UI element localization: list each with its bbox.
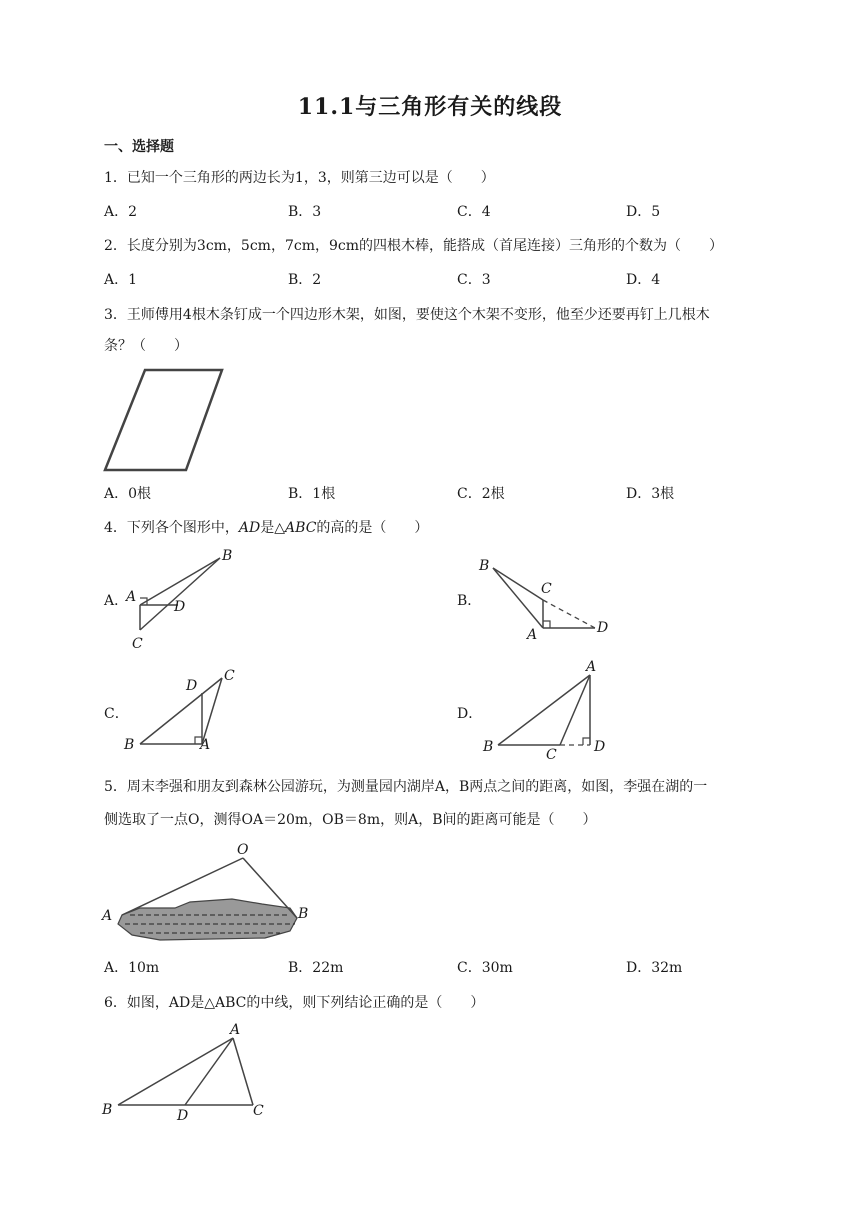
q4c-label-a: A: [200, 737, 211, 753]
q1-stem: 1．已知一个三角形的两边长为1，3，则第三边可以是（ ）: [104, 170, 495, 186]
q5-label-b: B: [298, 906, 309, 922]
q4-figure-a: [120, 545, 250, 655]
q3-option-c[interactable]: C．2根: [457, 486, 505, 502]
q4b-label-d: D: [597, 620, 609, 636]
q4-stem: [104, 518, 428, 538]
q2-option-a[interactable]: A．1: [104, 272, 138, 288]
q4a-label-d: D: [174, 599, 186, 615]
q6-triangle-figure: [100, 1018, 280, 1128]
q4-figure-d: [480, 655, 630, 763]
q1-option-b[interactable]: B．3: [288, 204, 322, 220]
q4c-label-c: C: [224, 668, 235, 684]
q1-option-c[interactable]: C．4: [457, 204, 491, 220]
q5-lake-figure: [100, 838, 325, 948]
q4d-label-d: D: [594, 739, 606, 755]
q4-stem-abc: ABC: [285, 520, 317, 536]
q5-option-c[interactable]: C．30m: [457, 960, 513, 976]
q4-stem-ad: AD: [238, 520, 261, 536]
q4-stem-prefix: 4．下列各个图形中，: [104, 520, 239, 536]
q4-figure-c: [120, 663, 250, 763]
q6-label-d: D: [177, 1108, 189, 1124]
q2-option-c[interactable]: C．3: [457, 272, 491, 288]
q5-stem-line2: 侧选取了一点O，测得OA＝20m，OB＝8m，则A，B间的距离可能是（ ）: [104, 812, 597, 828]
q6-label-c: C: [253, 1103, 264, 1119]
section-heading: 一、选择题: [104, 139, 174, 155]
q1-option-a[interactable]: A．2: [104, 204, 138, 220]
q4-figure-b: [475, 553, 625, 653]
q4d-label-a: A: [586, 659, 597, 675]
q4-option-d[interactable]: D．: [457, 706, 483, 722]
q1-option-d[interactable]: D．5: [626, 204, 661, 220]
q5-label-a: A: [102, 908, 113, 924]
q3-stem-line2: 条？（ ）: [104, 338, 188, 354]
q4-option-a[interactable]: A．: [104, 593, 129, 609]
q2-stem: 2．长度分别为3cm，5cm，7cm，9cm的四根木棒，能搭成（首尾连接）三角形的个数为（ ）: [104, 238, 723, 254]
q6-stem: 6．如图，AD是△ABC的中线，则下列结论正确的是（ ）: [104, 995, 485, 1011]
q3-option-a[interactable]: A．0根: [104, 486, 152, 502]
q6-label-a: A: [230, 1022, 241, 1038]
q4-option-c[interactable]: C．: [104, 706, 129, 722]
q4-stem-suffix: 的高的是（ ）: [316, 520, 429, 536]
q6-label-b: B: [102, 1102, 113, 1118]
q5-label-o: O: [237, 842, 249, 858]
q4a-label-b: B: [222, 548, 233, 564]
page-title: 11.1与三角形有关的线段: [297, 94, 563, 120]
q4d-label-c: C: [546, 747, 557, 763]
q5-stem-line1: 5．周末李强和朋友到森林公园游玩，为测量园内湖岸A，B两点之间的距离，如图，李强在湖的一: [104, 779, 708, 795]
q4d-label-b: B: [483, 739, 494, 755]
q4a-label-c: C: [132, 636, 143, 652]
q4b-label-a: A: [527, 627, 538, 643]
q4-option-b[interactable]: B．: [457, 593, 482, 609]
q3-option-b[interactable]: B．1根: [288, 486, 336, 502]
q4c-label-b: B: [124, 737, 135, 753]
q5-option-a[interactable]: A．10m: [104, 960, 160, 976]
q3-stem-line1: 3．王师傅用4根木条钉成一个四边形木架，如图，要使这个木架不变形，他至少还要再钉上几根木: [104, 307, 710, 323]
q3-parallelogram-figure: [100, 365, 230, 475]
q4b-label-c: C: [541, 581, 552, 597]
q3-option-d[interactable]: D．3根: [626, 486, 675, 502]
q4-stem-mid: 是△: [260, 520, 286, 536]
q5-option-d[interactable]: D．32m: [626, 960, 683, 976]
q4c-label-d: D: [186, 678, 198, 694]
q4b-label-b: B: [479, 558, 490, 574]
q5-option-b[interactable]: B．22m: [288, 960, 344, 976]
q2-option-b[interactable]: B．2: [288, 272, 322, 288]
q4a-label-a: A: [126, 589, 137, 605]
q2-option-d[interactable]: D．4: [626, 272, 661, 288]
